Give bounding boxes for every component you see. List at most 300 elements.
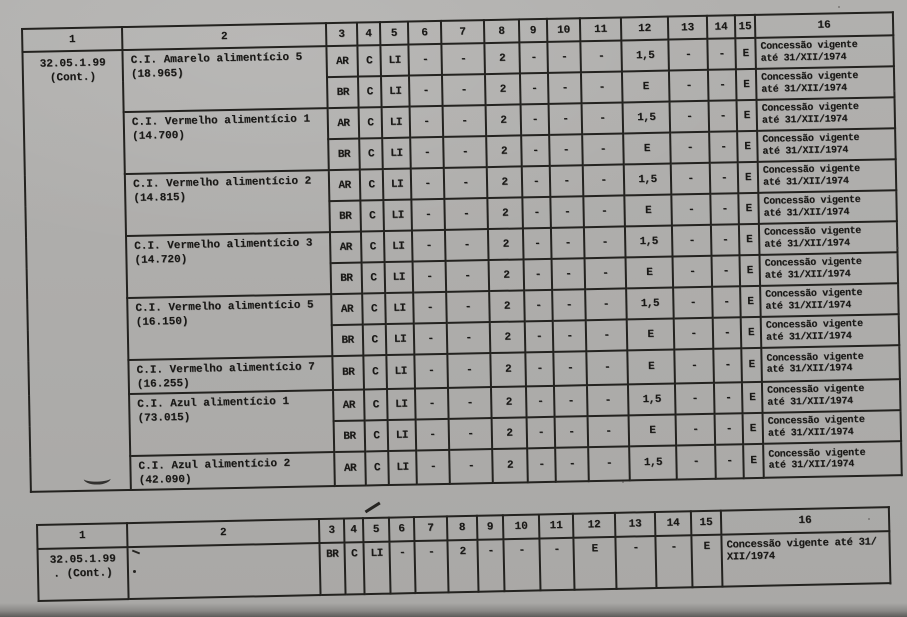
value-cell: - [521,104,550,136]
value-cell: BR [332,355,364,390]
value-cell: - [673,287,713,319]
substance-name: C.I. Azul alimentício 1 [137,395,290,411]
concession-line-2: até 31/XII/1974 [766,363,853,376]
concession-line-2: até 31/XII/1974 [763,206,850,220]
col-header: 8 [447,516,477,541]
value-cell: - [522,197,551,229]
value-cell: - [555,447,589,482]
value-cell: - [712,286,741,318]
value-cell: LI [386,355,415,390]
value-cell: - [414,540,448,593]
col-header: 14 [707,15,735,39]
value-cell: - [447,353,491,388]
col-header: 3 [326,23,357,47]
value-cell: - [408,44,442,76]
value-cell: - [584,226,626,258]
value-cell: - [711,224,740,256]
concession-cell [759,221,898,255]
substance-number: (42.090) [138,473,192,487]
value-cell: AR [329,170,361,202]
col-header: 10 [547,18,580,42]
col-header: 10 [503,514,539,539]
value-cell: E [691,535,722,588]
value-cell: BR [329,201,361,233]
value-cell: E [737,100,758,131]
value-cell: - [588,415,630,447]
value-cell: 2 [487,197,523,229]
concession-line-1: Concessão vigente [762,163,860,177]
substance-name: C.I. Azul alimentício 2 [138,457,291,473]
value-cell: - [583,195,625,227]
value-cell: - [671,163,711,195]
concession-line-2: até 31/XII/1974 [764,237,850,251]
value-cell: - [524,290,553,322]
value-cell: - [655,535,692,588]
col-header: 11 [580,17,621,41]
value-cell: 1,5 [623,102,671,134]
substance-name: C.I. Vermelho alimentício 7 [136,361,315,377]
col-header: 15 [735,15,755,38]
value-cell: - [523,228,552,260]
substance-cell [128,356,333,394]
value-cell: 1,5 [624,164,672,196]
ref-cell [22,50,130,492]
substance-cell [127,294,332,360]
concession-line-1: Concessão vigente até 31/ [726,536,877,552]
value-cell: - [586,350,628,385]
value-cell: LI [382,138,411,170]
value-cell: - [707,38,736,70]
value-cell: E [743,444,764,478]
value-cell: - [709,100,738,132]
concession-cell [759,252,898,286]
value-cell: - [389,541,415,594]
concession-line-1: Concessão vigente [763,225,862,239]
value-cell: E [623,133,671,165]
concession-line-1: Concessão vigente [762,132,860,146]
value-cell: C [359,138,383,169]
value-cell: - [416,419,450,451]
value-cell: - [527,417,556,449]
value-cell: - [670,101,710,133]
concession-line-1: Concessão vigente [760,70,859,84]
value-cell: - [581,71,623,103]
value-cell: - [615,536,656,589]
value-cell: - [669,70,709,102]
concession-line-2: até 31/XII/1974 [765,330,852,344]
value-cell: E [627,319,675,351]
pen-dot-mark [133,570,136,573]
value-cell: E [624,195,672,227]
concession-cell [756,66,895,100]
substance-number: (73.015) [137,411,191,425]
value-cell: - [710,193,739,225]
value-cell: BR [332,324,364,356]
value-cell: E [743,413,764,444]
value-cell: 2 [487,166,523,198]
value-cell: - [443,105,487,137]
value-cell: 2 [486,104,522,136]
value-cell: LI [380,45,409,77]
value-cell: 2 [486,135,522,167]
concession-cell [763,410,902,444]
col-header: 12 [621,17,668,41]
value-cell: - [445,229,489,261]
value-cell: - [710,162,739,194]
value-cell: - [414,323,448,355]
value-cell: - [676,414,716,446]
value-cell: LI [383,200,412,232]
col-header: 4 [357,22,380,45]
value-cell: - [552,289,586,321]
col-header: 7 [441,20,484,44]
scanner-edge-shadow [0,603,907,617]
value-cell: C [360,169,384,200]
substance-cell [126,232,331,298]
value-cell: E [739,255,760,286]
value-cell: E [622,71,670,103]
value-cell: - [582,102,624,134]
value-cell: C [362,293,386,324]
value-cell: E [742,382,763,413]
value-cell: - [709,131,738,163]
concession-line-2: até 31/XII/1974 [764,268,851,282]
value-cell: - [587,384,629,416]
concession-line-2: até 31/XII/1974 [760,51,847,65]
value-cell: LI [382,107,411,139]
value-cell: 2 [485,73,521,105]
substance-number: (14.815) [133,191,187,205]
value-cell: - [449,418,493,450]
value-cell: - [588,446,630,481]
value-cell: - [520,73,549,105]
value-cell: - [526,386,555,418]
value-cell: - [586,319,628,351]
col-header: 13 [615,512,655,537]
scan-speck [622,481,624,483]
col-header: 5 [380,22,408,46]
value-cell: AR [334,451,366,486]
concession-line-1: Concessão vigente [763,194,861,208]
concession-line-1: Concessão vigente [767,414,865,428]
substance-name: C.I. Vermelho alimentício 1 [131,113,311,129]
value-cell: AR [331,293,363,325]
value-cell: - [554,385,588,417]
col-header: 12 [573,513,615,538]
value-cell: E [738,162,759,193]
substance-name: C.I. Amarelo alimentício 5 [130,51,303,67]
concession-line-2: XII/1974 [726,550,775,564]
value-cell: 2 [490,321,526,353]
col-header: 13 [668,16,707,40]
value-cell: - [585,288,627,320]
value-cell: C [364,389,388,420]
value-cell: E [739,224,760,255]
colorants-table-wrap [21,11,903,493]
substance-cell [122,46,327,112]
value-cell: - [415,388,449,420]
value-cell: - [714,382,743,414]
value-cell: E [737,131,758,162]
value-cell: - [444,198,488,230]
value-cell: - [713,317,742,349]
value-cell: - [416,450,450,485]
value-cell: C [360,200,384,231]
value-cell: - [674,349,714,384]
substance-name: C.I. Vermelho alimentício 3 [134,237,313,253]
value-cell: - [444,167,488,199]
value-cell: - [525,321,554,353]
value-cell: - [582,133,624,165]
value-cell: - [550,165,584,197]
value-cell: - [411,168,445,200]
value-cell: - [441,43,485,75]
value-cell: - [519,42,548,74]
value-cell: E [629,415,677,447]
ref-cell [38,547,129,601]
concession-cell [761,314,900,348]
value-cell: E [736,69,757,100]
value-cell: 1,5 [626,288,674,320]
concession-line-2: até 31/XII/1974 [767,426,854,440]
scan-speck [868,518,870,520]
value-cell: - [539,538,574,591]
substance-cell [128,543,321,599]
value-cell: - [708,69,737,101]
value-cell: LI [384,231,413,263]
value-cell: - [675,383,715,415]
col-header: 6 [408,21,441,45]
value-cell: - [477,539,504,592]
value-cell: - [411,199,445,231]
value-cell: 2 [492,417,528,449]
col-header: 5 [363,518,389,543]
value-cell: - [549,134,583,166]
col-header: 9 [477,515,503,540]
value-cell: C [363,324,387,355]
concession-line-2: até 31/XII/1974 [763,175,849,189]
value-cell: E [627,350,675,385]
value-cell: E [741,317,762,348]
concession-cell [755,35,894,69]
value-cell: - [503,538,540,591]
substance-number: (18.965) [130,67,184,81]
value-cell: LI [385,293,414,325]
value-cell: 2 [490,352,526,387]
scan-speck [838,6,840,8]
pen-slash-mark [365,502,381,513]
value-cell: C [362,262,386,293]
value-cell: 1,5 [628,384,676,416]
col-header: 2 [122,23,326,50]
col-header: 7 [414,516,447,541]
col-header: 14 [655,511,691,536]
value-cell: - [413,261,447,293]
value-cell: 1,5 [621,40,669,72]
value-cell: 2 [489,290,525,322]
value-cell: - [524,259,553,291]
value-cell: E [735,38,756,69]
col-header: 4 [344,518,363,542]
concession-line-2: até 31/XII/1974 [768,459,855,472]
concession-line-2: até 31/XII/1974 [765,299,852,313]
value-cell: - [673,256,713,288]
value-cell: - [446,260,490,292]
concession-cell [761,345,900,382]
concession-line-2: até 31/XII/1974 [761,82,847,96]
value-cell: - [672,225,712,257]
value-cell: E [626,257,674,289]
value-cell: - [713,348,742,383]
value-cell: - [447,322,491,354]
value-cell: 2 [447,540,478,593]
colorants-table [21,11,903,493]
value-cell: - [585,257,627,289]
value-cell: BR [327,77,359,109]
value-cell: LI [387,389,416,421]
value-cell: - [412,230,446,262]
col-header: 8 [484,19,519,43]
concession-cell [758,159,897,193]
value-cell: - [442,74,486,106]
value-cell: - [676,445,716,480]
value-cell: - [409,75,443,107]
value-cell: 2 [484,42,520,74]
concession-cell [721,531,890,587]
value-cell: - [410,137,444,169]
value-cell: - [525,352,554,387]
col-header: 16 [755,12,893,38]
col-header: 11 [539,514,573,539]
value-cell: - [553,320,587,352]
value-cell: 2 [491,386,527,418]
substance-cell [129,390,334,456]
concession-cell [757,128,896,162]
substance-name: C.I. Vermelho alimentício 2 [132,175,312,191]
value-cell: 2 [489,259,525,291]
concession-line-1: Concessão vigente [760,39,858,53]
value-cell: - [712,255,741,287]
concession-cell [758,190,897,224]
value-cell: AR [330,232,362,264]
value-cell: - [550,196,584,228]
concession-cell [762,379,901,413]
value-cell: C [365,451,389,485]
value-cell: 2 [492,448,528,483]
value-cell: AR [328,108,360,140]
col-header: 2 [127,519,319,547]
concession-cell [760,283,899,317]
value-cell: 1,5 [629,446,677,481]
value-cell: C [365,420,389,451]
value-cell: - [414,354,448,389]
value-cell: BR [331,263,363,295]
value-cell: AR [333,389,365,421]
concession-line-1: Concessão vigente [765,318,863,332]
value-cell: - [552,258,586,290]
concession-cell [757,97,896,131]
substance-number: (14.700) [131,129,186,143]
col-header: 9 [519,19,547,43]
substance-cell [130,452,335,490]
concession-line-1: Concessão vigente [761,101,859,115]
value-cell: C [363,355,387,389]
value-cell: - [446,291,490,323]
value-cell: - [443,136,487,168]
value-cell: LI [383,169,412,201]
value-cell: 2 [488,228,524,260]
value-cell: 1,5 [625,226,673,258]
value-cell: E [738,193,759,224]
value-cell: BR [319,543,345,596]
value-cell: AR [326,46,358,78]
col-header: 16 [721,507,889,535]
concession-line-1: Concessão vigente [767,383,865,397]
value-cell: - [715,444,744,479]
substance-cell [124,108,329,174]
concession-line-1: Concessão vigente [764,256,862,270]
col-header: 15 [691,511,721,536]
value-cell: LI [385,262,414,294]
value-cell: - [551,227,585,259]
value-cell: E [741,348,762,382]
substance-name: C.I. Vermelho alimentício 5 [135,299,314,315]
value-cell: C [357,45,381,76]
value-cell: - [715,413,744,445]
col-header: 6 [389,517,414,542]
value-cell: - [548,72,582,104]
concession-line-1: Concessão vigente [768,447,866,461]
substance-cell [125,170,330,236]
value-cell: BR [334,420,366,452]
scan-speck [897,247,899,249]
concession-line-2: até 31/XII/1974 [761,113,848,127]
concession-line-2: até 31/XII/1974 [762,144,849,158]
col-header: 3 [319,519,344,544]
value-cell: C [344,542,364,594]
value-cell: - [522,166,551,198]
value-cell: - [547,41,581,73]
substance-number: (16.150) [135,315,189,329]
value-cell: - [549,103,583,135]
value-cell: LI [388,450,417,485]
value-cell: LI [363,542,390,595]
value-cell: E [740,286,761,317]
value-cell: LI [386,324,415,356]
concession-line-1: Concessão vigente [765,287,863,301]
value-cell: - [553,351,587,386]
value-cell: - [555,416,589,448]
col-header: 1 [22,27,122,52]
col-header: 1 [37,523,127,549]
concession-cell [763,441,902,478]
value-cell: C [361,231,385,262]
continuation-table [36,506,891,602]
continuation-table-wrap [36,506,891,602]
substance-number: (14.720) [134,253,188,267]
substance-number: (16.255) [136,377,190,391]
ref-code: 32.05.1.99 [39,57,106,71]
value-cell: - [527,448,556,483]
value-cell: - [410,106,444,138]
value-cell: - [674,318,714,350]
value-cell: - [521,135,550,167]
concession-line-1: Concessão vigente [766,351,864,365]
value-cell: - [448,387,492,419]
value-cell: - [668,39,708,71]
value-cell: - [449,449,493,484]
value-cell: - [670,132,710,164]
